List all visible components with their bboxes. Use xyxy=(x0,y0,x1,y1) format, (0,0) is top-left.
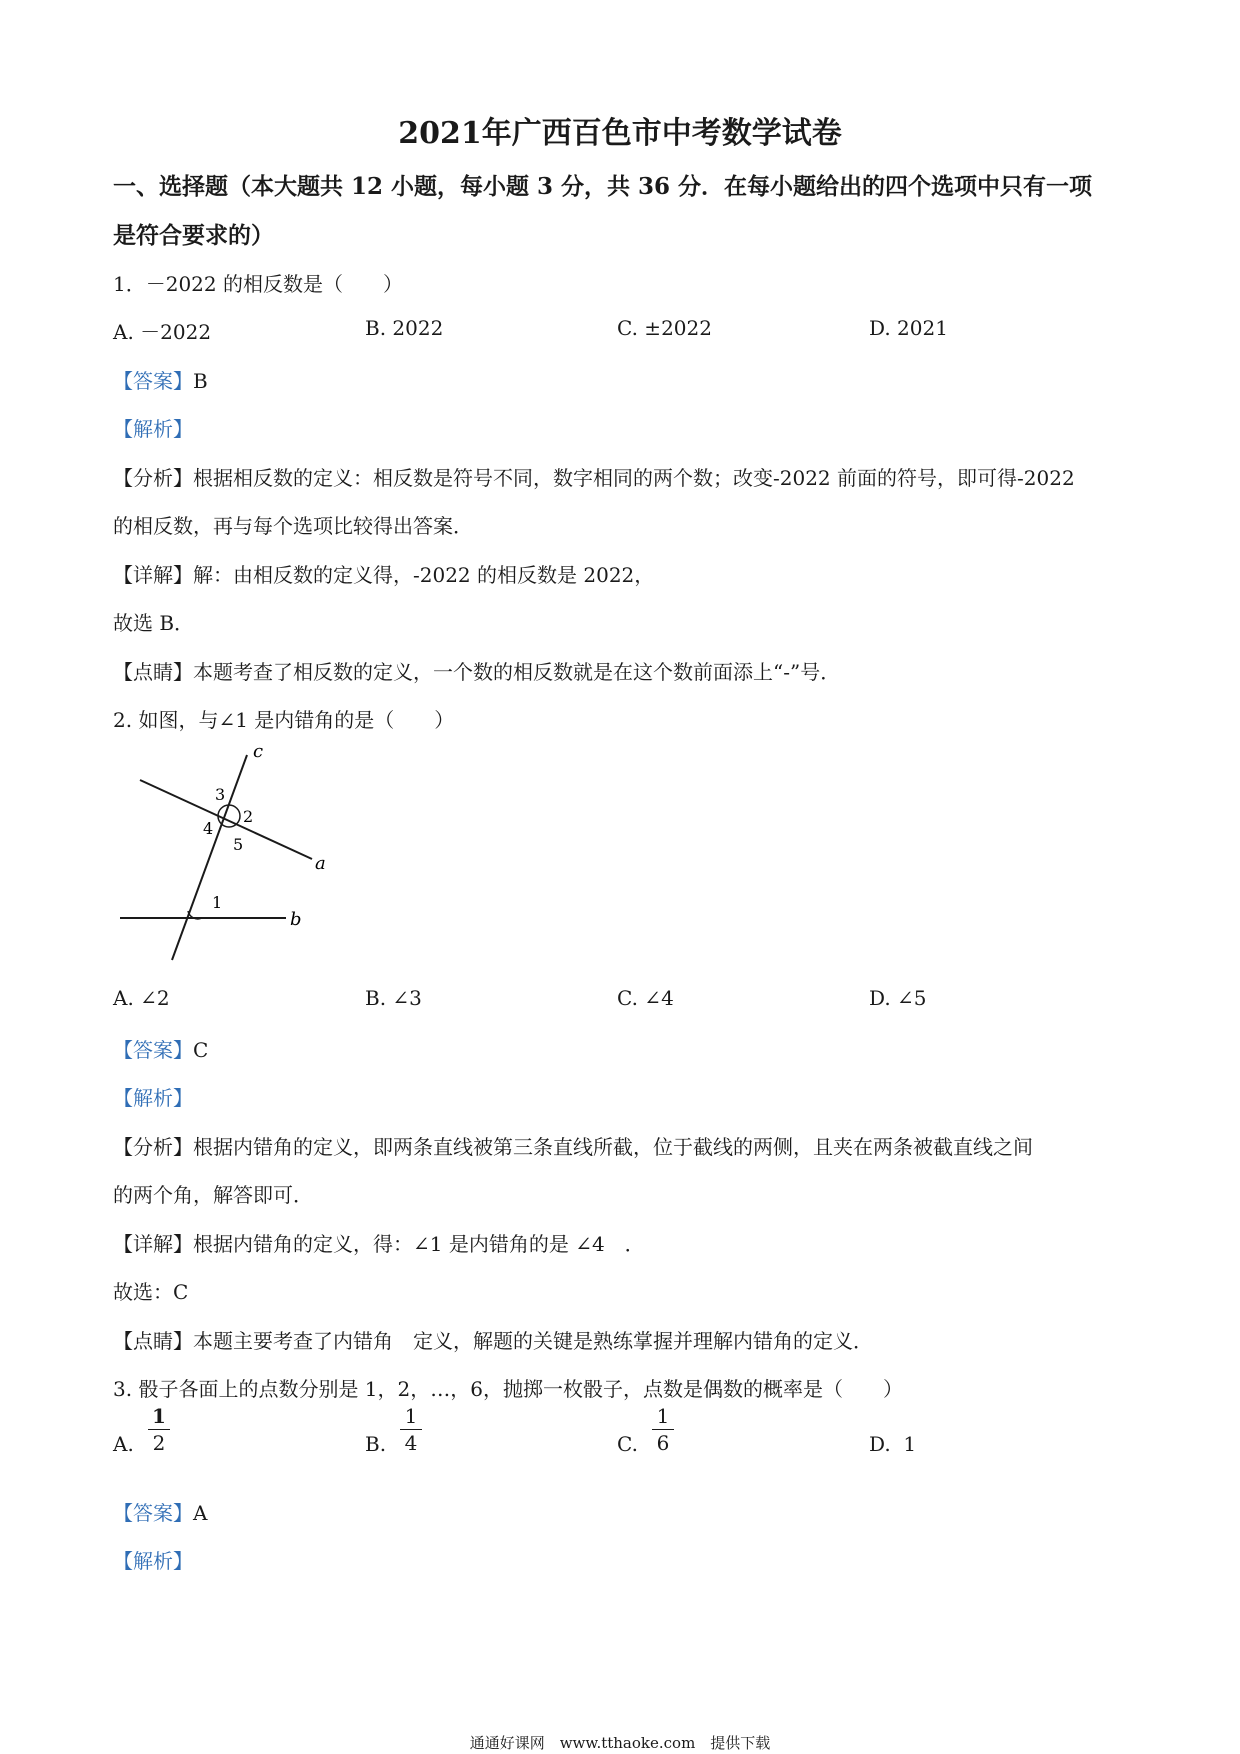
q2-option-c: C. ∠4 xyxy=(617,986,674,1010)
label-angle-5: 5 xyxy=(233,835,244,854)
label-a: a xyxy=(315,853,326,874)
q3-answer xyxy=(113,1497,207,1526)
label-angle-4: 4 xyxy=(203,819,214,838)
q2-choose: 故选：C xyxy=(113,1280,189,1304)
q3-answer-tag: 【答案】 xyxy=(113,1501,193,1525)
label-angle-2: 2 xyxy=(243,807,254,826)
q1-stem: 1．－2022 的相反数是（ ） xyxy=(113,272,403,296)
q3-option-b-denominator: 4 xyxy=(404,1431,418,1455)
q3-option-c-denominator: 6 xyxy=(656,1431,670,1455)
q1-option-a: A. －2022 xyxy=(113,320,212,344)
q2-stem: 2. 如图，与∠1 是内错角的是（ ） xyxy=(113,708,455,732)
angle-arc-intersection xyxy=(218,805,240,827)
q1-analysis-line2: 的相反数，再与每个选项比较得出答案． xyxy=(113,514,473,538)
q3-option-b-fraction xyxy=(400,1406,422,1453)
q3-stem: 3. 骰子各面上的点数分别是 1，2，…，6，抛掷一枚骰子，点数是偶数的概率是（ ） xyxy=(113,1377,903,1401)
q1-choose: 故选 B． xyxy=(113,611,195,635)
q3-option-a-label: A. xyxy=(113,1432,134,1456)
q3-jiexi-tag: 【解析】 xyxy=(113,1549,193,1573)
q2-option-d: D. ∠5 xyxy=(869,986,927,1010)
fraction-bar xyxy=(148,1429,170,1430)
q3-option-d xyxy=(869,1432,916,1456)
q3-option-a-fraction xyxy=(148,1406,170,1453)
q3-option-d-value: 1 xyxy=(903,1432,917,1456)
q1-option-d: D. 2021 xyxy=(869,316,948,340)
page-title: 2021年广西百色市中考数学试卷 xyxy=(398,116,842,151)
q2-option-b: B. ∠3 xyxy=(365,986,422,1010)
q3-option-b-label: B. xyxy=(365,1432,387,1456)
q1-option-b: B. 2022 xyxy=(365,316,444,340)
q3-option-c-numerator: 1 xyxy=(656,1404,670,1428)
q2-answer-tag: 【答案】 xyxy=(113,1038,193,1062)
q3-option-c-label: C. xyxy=(617,1432,638,1456)
q2-analysis-line1: 【分析】根据内错角的定义，即两条直线被第三条直线所截，位于截线的两侧，且夹在两条被截直线之间 xyxy=(113,1135,1033,1159)
q1-answer xyxy=(113,365,208,394)
section-heading-line1: 一、选择题（本大题共 12 小题，每小题 3 分，共 36 分．在每小题给出的四个选项中只有一项 xyxy=(113,173,1093,200)
q2-answer-value: C xyxy=(193,1038,209,1062)
q1-answer-value: B xyxy=(193,369,208,393)
line-a xyxy=(140,780,312,859)
q2-detail: 【详解】根据内错角的定义，得：∠1 是内错角的是 ∠4 ． xyxy=(113,1232,645,1256)
q1-jiexi-tag: 【解析】 xyxy=(113,417,193,441)
q2-comment: 【点睛】本题主要考查了内错角 定义，解题的关键是熟练掌握并理解内错角的定义． xyxy=(113,1329,873,1353)
q2-answer xyxy=(113,1034,208,1063)
label-angle-1: 1 xyxy=(212,893,223,912)
fraction-bar xyxy=(652,1429,674,1430)
line-c xyxy=(172,755,247,960)
q1-answer-tag: 【答案】 xyxy=(113,369,193,393)
q3-option-c-fraction xyxy=(652,1406,674,1453)
q2-figure-diagram xyxy=(100,735,360,970)
q3-option-d-label: D. xyxy=(869,1432,891,1456)
fraction-bar xyxy=(400,1429,422,1430)
label-c: c xyxy=(253,741,264,762)
q3-option-a-numerator: 1 xyxy=(152,1404,166,1428)
q1-option-c: C. ±2022 xyxy=(617,316,712,340)
label-angle-3: 3 xyxy=(215,785,226,804)
q2-analysis-line2: 的两个角，解答即可． xyxy=(113,1183,313,1207)
q3-answer-value: A xyxy=(193,1501,208,1525)
q2-jiexi-tag: 【解析】 xyxy=(113,1086,193,1110)
section-heading-line2: 是符合要求的） xyxy=(113,222,274,249)
q3-option-b-numerator: 1 xyxy=(404,1404,418,1428)
q3-option-a-denominator: 2 xyxy=(152,1431,166,1455)
q1-analysis-line1: 【分析】根据相反数的定义：相反数是符号不同，数字相同的两个数；改变-2022 前面的符号，即可得-2022 xyxy=(113,466,1075,490)
q1-comment: 【点睛】本题考查了相反数的定义，一个数的相反数就是在这个数前面添上“-”号． xyxy=(113,660,841,684)
q1-detail: 【详解】解：由相反数的定义得，-2022 的相反数是 2022， xyxy=(113,563,655,587)
label-b: b xyxy=(290,909,302,930)
footer-source: 通通好课网 www.tthaoke.com 提供下载 xyxy=(469,1734,771,1752)
q2-option-a: A. ∠2 xyxy=(113,986,170,1010)
